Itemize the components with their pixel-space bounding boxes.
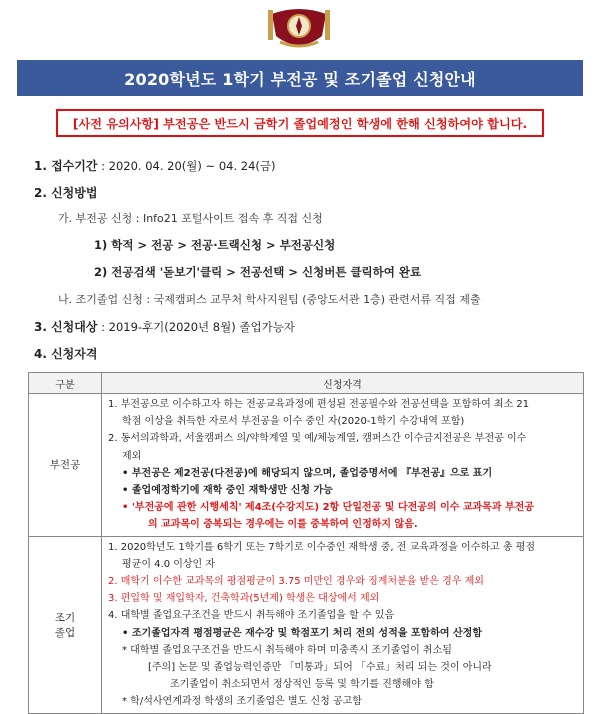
table-header-category: 구분 (29, 373, 102, 394)
method-minor-step2: 2) 전공검색 '돋보기'클릭 > 전공선택 > 신청버튼 클릭하여 완료 (94, 265, 422, 279)
section-qualification: 4. 신청자격 (34, 347, 98, 361)
page-title: 2020학년도 1학기 부전공 및 조기졸업 신청안내 (124, 69, 476, 89)
minor-qualifications: 1. 부전공으로 이수하고자 하는 전공교육과정에 편성된 전공필수와 전공선택을 포함하여 최소 21 학점 이상을 취득한 자로서 부전공을 이수 중인 자(2020-1학기 수강내역 포함) 2. 동서의과학과, 서울캠퍼스 의/약학계열 및 예/체능계열, 캠퍼스간 이수금지전공은 부전공 이수 제외 • 부전공은 제2전공(다전공)에 해당되지 않으며, 졸업증명서에 『부전공』으로 표기 • 졸업예정학기에 재학 중인 재학생만 신청 가능 • '부전공에 관한 시행세칙' 제4조(수강지도) 2항 단일전공 및 다전공의 이수 교과목과 부전공 의 교과목이 중복되는 경우에는 이를 중복하여 인정하지 않음. (102, 394, 584, 537)
table-header-qualification: 신청자격 (102, 373, 584, 394)
title-banner (17, 60, 583, 96)
table-row (29, 536, 584, 713)
early-graduation-qualifications: 1. 2020학년도 1학기를 6학기 또는 7학기로 이수중인 재학생 중, 전 교육과정을 이수하고 총 평점 평균이 4.0 이상인 자 2. 매학기 이수한 교과목의 평점평균이 3.75 미만인 경우와 징계처분을 받은 경우 제외 3. 편입학 및 재입학자, 건축학과(5년제) 학생은 대상에서 제외 4. 대학별 졸업요구조건을 반드시 취득해야 조기졸업을 할 수 있음 • 조기졸업자격 평점평균은 재수강 및 학점포기 처리 전의 성적을 포함하여 산정함 * 대학별 졸업요구조건을 반드시 취득해야 하며 미충족시 조기졸업이 취소됨 [주의] 논문 및 졸업능력인증만 「미통과」되어 「수료」처리 되는 것이 아니라 조기졸업이 취소되면서 정상적인 등록 및 학기를 진행해야 함 * 학/석사연계과정 학생의 조기졸업은 별도 신청 공고함 (102, 536, 584, 713)
method-early: 나. 조기졸업 신청 : 국제캠퍼스 교무처 학사지원팀 (중앙도서관 1층) 관련서류 직접 제출 (58, 293, 481, 306)
section-period: 1. 접수기간 : 2020. 04. 20(월) ~ 04. 24(금) (34, 159, 276, 173)
qualification-table (28, 372, 584, 714)
method-minor: 가. 부전공 신청 : Info21 포털사이트 접속 후 직접 신청 (58, 212, 323, 225)
category-minor: 부전공 (29, 394, 102, 537)
university-emblem-icon (266, 6, 332, 52)
section-method: 2. 신청방법 (34, 186, 98, 200)
notice-text: [사전 유의사항] 부전공은 반드시 금학기 졸업예정인 학생에 한해 신청하여야 합니다. (72, 116, 528, 131)
table-row (29, 394, 584, 537)
section-target: 3. 신청대상 : 2019-후기(2020년 8월) 졸업가능자 (34, 320, 295, 334)
method-minor-step1: 1) 학적 > 전공 > 전공·트랙신청 > 부전공신청 (94, 238, 336, 252)
category-early-graduation: 조기 졸업 (29, 536, 102, 713)
notice-box (56, 109, 544, 137)
